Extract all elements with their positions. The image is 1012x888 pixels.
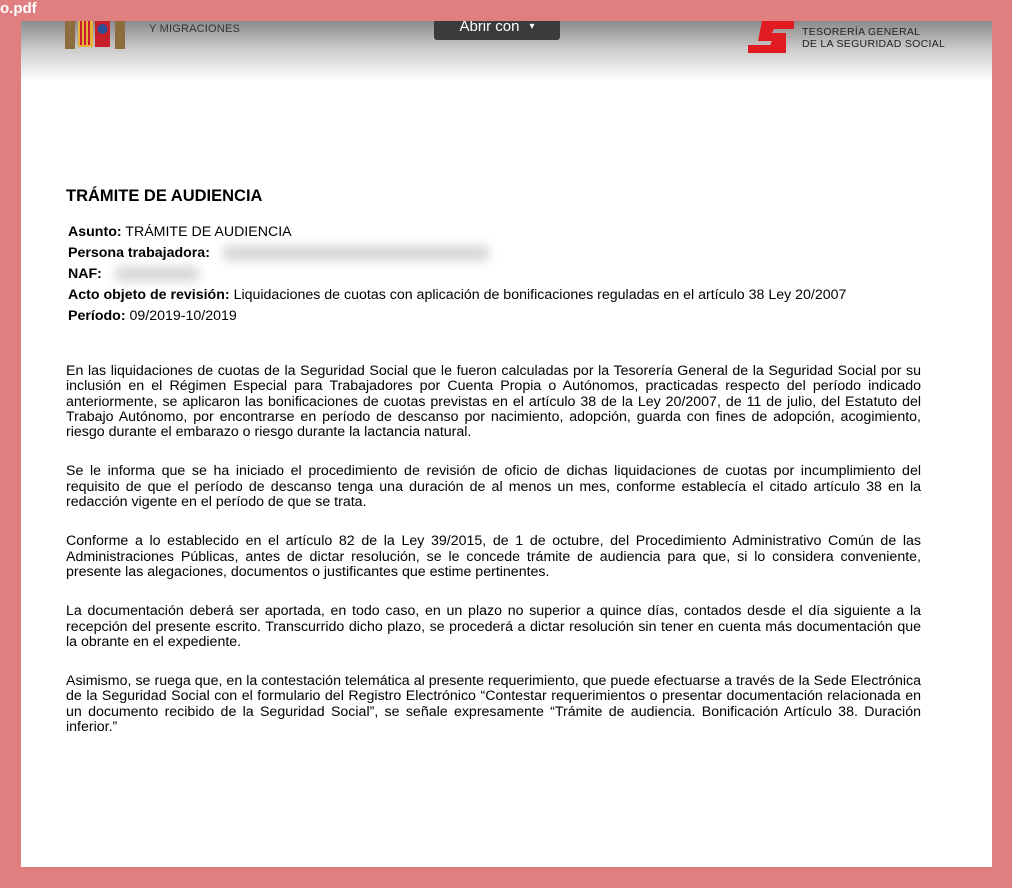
persona-row	[68, 245, 921, 262]
tgss-name	[802, 26, 945, 50]
periodo-row	[68, 308, 921, 325]
paragraph-3: Conforme a lo establecido en el artículo 82 de la Ley 39/2015, de 1 de octubre, del Procedimiento Administrativo Común de las Administraciones Públicas, antes de dictar resolución, se le concede trámite de audiencia para que, si lo considera conveniente, presente las alegaciones, documentos o justificantes que estime pertinentes.	[66, 533, 921, 580]
open-with-button[interactable]	[434, 21, 560, 40]
acto-label: Acto objeto de revisión:	[68, 287, 230, 303]
document-title: TRÁMITE DE AUDIENCIA	[66, 187, 263, 205]
document-page	[21, 21, 992, 867]
chevron-down-icon: ▾	[529, 21, 535, 32]
periodo-value: 09/2019-10/2019	[129, 308, 237, 324]
paragraph-1: En las liquidaciones de cuotas de la Seguridad Social que le fueron calculadas por la Tesorería General de la Seguridad Social por su inclusión en el Régimen Especial para Trabajadores por Cuenta Propia o Autónomos, practicadas respecto del período indicado anteriormente, se aplicaron las bonificaciones de cuotas previstas en el artículo 38 de la Ley 20/2007, de 11 de julio, del Estatuto del Trabajo Autónomo, por encontrarse en período de descanso por nacimiento, adopción, guarda con fines de adopción, acogimiento, riesgo durante el embarazo o riesgo durante la lactancia natural.	[66, 363, 921, 441]
paragraph-4: La documentación deberá ser aportada, en todo caso, en un plazo no superior a quince días, contados desde el día siguiente a la recepción del presente escrito. Transcurrido dicho plazo, se procederá a dictar resolución sin tener en cuenta más documentación que la obrante en el expediente.	[66, 603, 921, 650]
document-metadata	[68, 224, 921, 325]
persona-label: Persona trabajadora:	[68, 245, 210, 261]
open-with-label: Abrir con	[459, 21, 520, 35]
redacted-name	[222, 245, 490, 261]
acto-value: Liquidaciones de cuotas con aplicación de bonificaciones reguladas en el artículo 38 Ley 20/2007	[233, 287, 847, 303]
asunto-label: Asunto:	[68, 224, 122, 240]
redacted-naf	[114, 266, 200, 282]
asunto-value: TRÁMITE DE AUDIENCIA	[125, 224, 292, 240]
tgss-name-line2: DE LA SEGURIDAD SOCIAL	[802, 38, 946, 50]
document-body	[66, 187, 921, 735]
tgss-logo	[748, 21, 945, 53]
ministry-logo	[65, 21, 240, 49]
coat-of-arms-icon	[65, 21, 127, 49]
naf-label: NAF:	[68, 266, 102, 282]
tgss-name-line1: TESORERÍA GENERAL	[802, 26, 921, 38]
ministry-name: Y MIGRACIONES	[149, 23, 241, 35]
asunto-row	[68, 224, 921, 241]
acto-row	[68, 287, 921, 304]
periodo-label: Período:	[68, 308, 126, 324]
tgss-logo-icon	[748, 21, 794, 53]
naf-row	[68, 266, 921, 283]
paragraph-5: Asimismo, se ruega que, en la contestación telemática al presente requerimiento, que puede efectuarse a través de la Sede Electrónica de la Seguridad Social con el formulario del Registro Electrónico “Contestar requerimientos o presentar documentación relacionada en un documento recibido de la Seguridad Social”, se señale expresamente “Trámite de audiencia. Bonificación Artículo 38. Duración inferior.”	[66, 673, 921, 736]
paragraph-2: Se le informa que se ha iniciado el procedimiento de revisión de oficio de dichas liquidaciones de cuotas por incumplimiento del requisito de que el período de descanso tenga una duración de al menos un mes, conforme establecía el citado artículo 38 en la redacción vigente en el período de que se trata.	[66, 463, 921, 511]
filename-fragment: o.pdf	[0, 0, 37, 17]
